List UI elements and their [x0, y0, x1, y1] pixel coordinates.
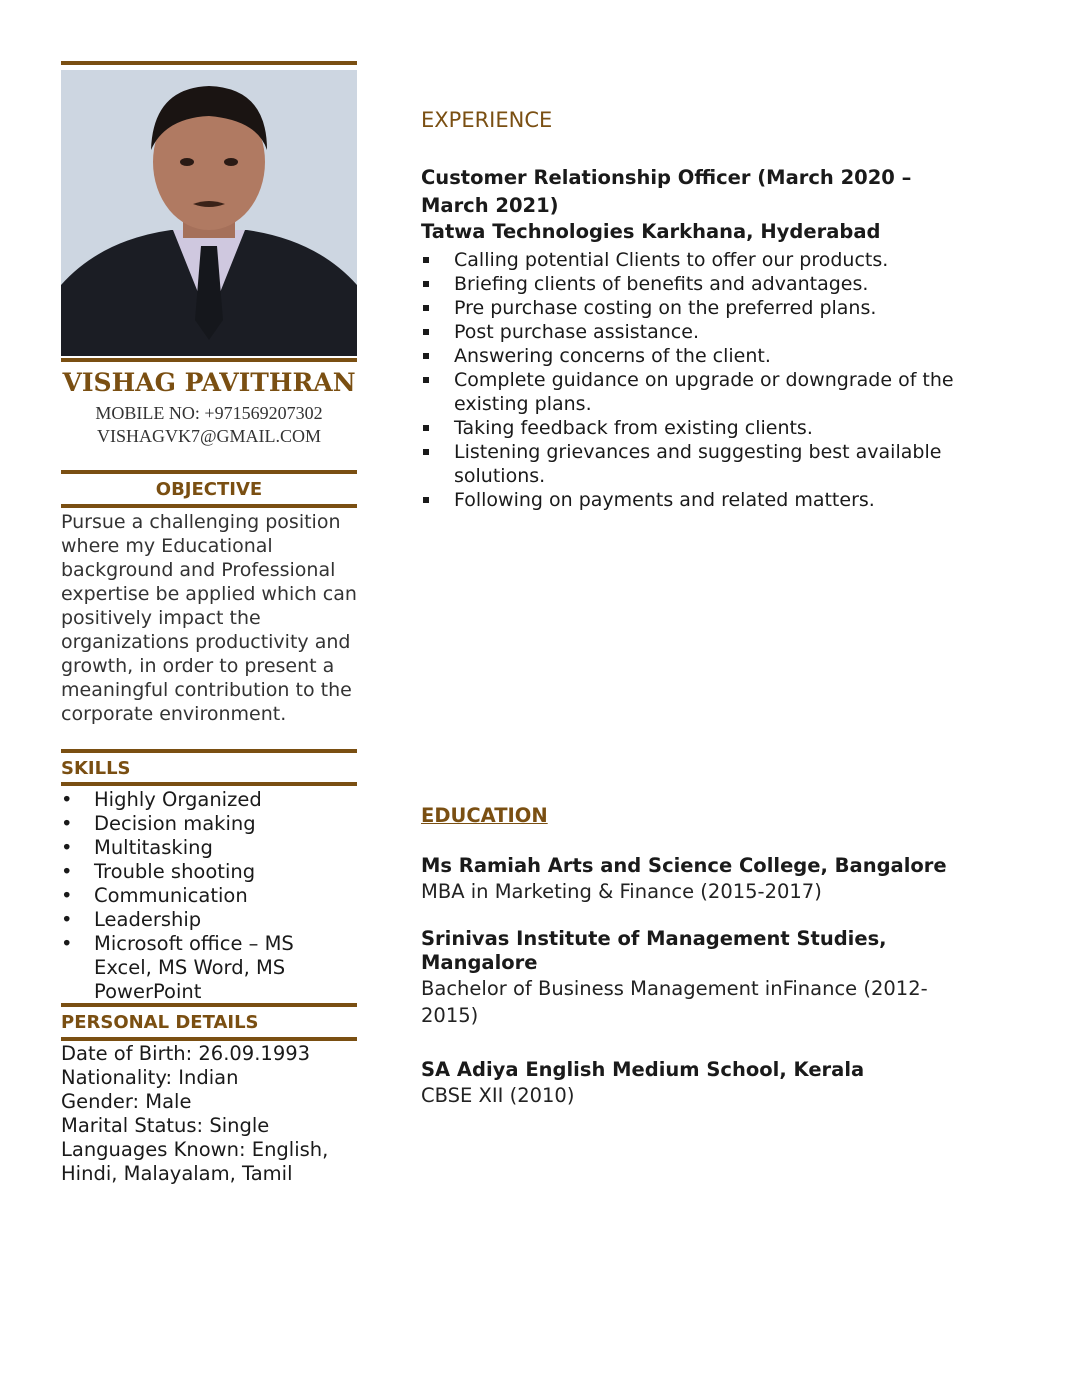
objective-bottom-rule — [61, 504, 357, 508]
mobile-number: MOBILE NO: +971569207302 — [95, 403, 323, 423]
duties-list — [421, 248, 991, 512]
duty-item: Taking feedback from existing clients. — [421, 416, 991, 440]
duty-item: Calling potential Clients to offer our products. — [421, 248, 991, 272]
skill-item: • Trouble shooting — [61, 860, 357, 884]
objective-top-rule — [61, 470, 357, 474]
personal-top-rule — [61, 1003, 357, 1007]
skill-item: • Highly Organized — [61, 788, 357, 812]
objective-text: Pursue a challenging position where my Educational background and Professional expertise be applied which can positively impact the organizations productivity and growth, in order to present a meaningful contribution to the corporate environment. — [61, 511, 357, 725]
education-degree: MBA in Marketing & Finance (2015-2017) — [421, 880, 822, 903]
education-entry — [421, 854, 981, 905]
skills-heading: SKILLS — [61, 758, 131, 779]
education-entry — [421, 927, 981, 1029]
duty-item: Complete guidance on upgrade or downgrade of the existing plans. — [421, 368, 991, 416]
personal-line-nationality: Nationality: Indian — [61, 1066, 239, 1089]
duty-item: Following on payments and related matters. — [421, 488, 991, 512]
photo-top-rule — [61, 61, 357, 65]
duty-item: Answering concerns of the client. — [421, 344, 991, 368]
education-institution: SA Adiya English Medium School, Kerala — [421, 1058, 865, 1081]
education-degree: CBSE XII (2010) — [421, 1084, 575, 1107]
skill-item: • Communication — [61, 884, 357, 908]
duty-item: Post purchase assistance. — [421, 320, 991, 344]
photo-bottom-rule — [61, 358, 357, 362]
skills-list — [61, 788, 357, 1004]
education-heading: EDUCATION — [421, 804, 548, 827]
company-name: Tatwa Technologies Karkhana, Hyderabad — [421, 220, 881, 243]
personal-line-languages: Languages Known: English, Hindi, Malayalam, Tamil — [61, 1138, 329, 1185]
education-entry — [421, 1058, 981, 1109]
personal-details — [61, 1042, 361, 1186]
experience-heading: EXPERIENCE — [421, 108, 553, 132]
skill-item: • Leadership — [61, 908, 357, 932]
skill-item: • Decision making — [61, 812, 357, 836]
objective-heading: OBJECTIVE — [155, 479, 263, 500]
duty-item: Briefing clients of benefits and advantages. — [421, 272, 991, 296]
education-degree: Bachelor of Business Management inFinance (2012-2015) — [421, 977, 928, 1027]
duty-item: Listening grievances and suggesting best available solutions. — [421, 440, 991, 488]
skill-item: • Microsoft office – MS Excel, MS Word, MS PowerPoint — [61, 932, 357, 1004]
personal-details-heading: PERSONAL DETAILS — [61, 1012, 259, 1033]
education-institution: Srinivas Institute of Management Studies, Mangalore — [421, 927, 887, 974]
personal-line-dob: Date of Birth: 26.09.1993 — [61, 1042, 311, 1065]
education-institution: Ms Ramiah Arts and Science College, Bangalore — [421, 854, 947, 877]
skills-top-rule — [61, 749, 357, 753]
profile-photo — [61, 70, 357, 356]
personal-line-marital: Marital Status: Single — [61, 1114, 270, 1137]
personal-line-gender: Gender: Male — [61, 1090, 192, 1113]
skills-bottom-rule — [61, 782, 357, 786]
email-address: VISHAGVK7@GMAIL.COM — [96, 426, 322, 446]
job-title: Customer Relationship Officer (March 2020 – March 2021) — [421, 166, 912, 217]
candidate-name: VISHAG PAVITHRAN — [62, 368, 356, 397]
skill-item: • Multitasking — [61, 836, 357, 860]
personal-bottom-rule — [61, 1037, 357, 1041]
duty-item: Pre purchase costing on the preferred plans. — [421, 296, 991, 320]
